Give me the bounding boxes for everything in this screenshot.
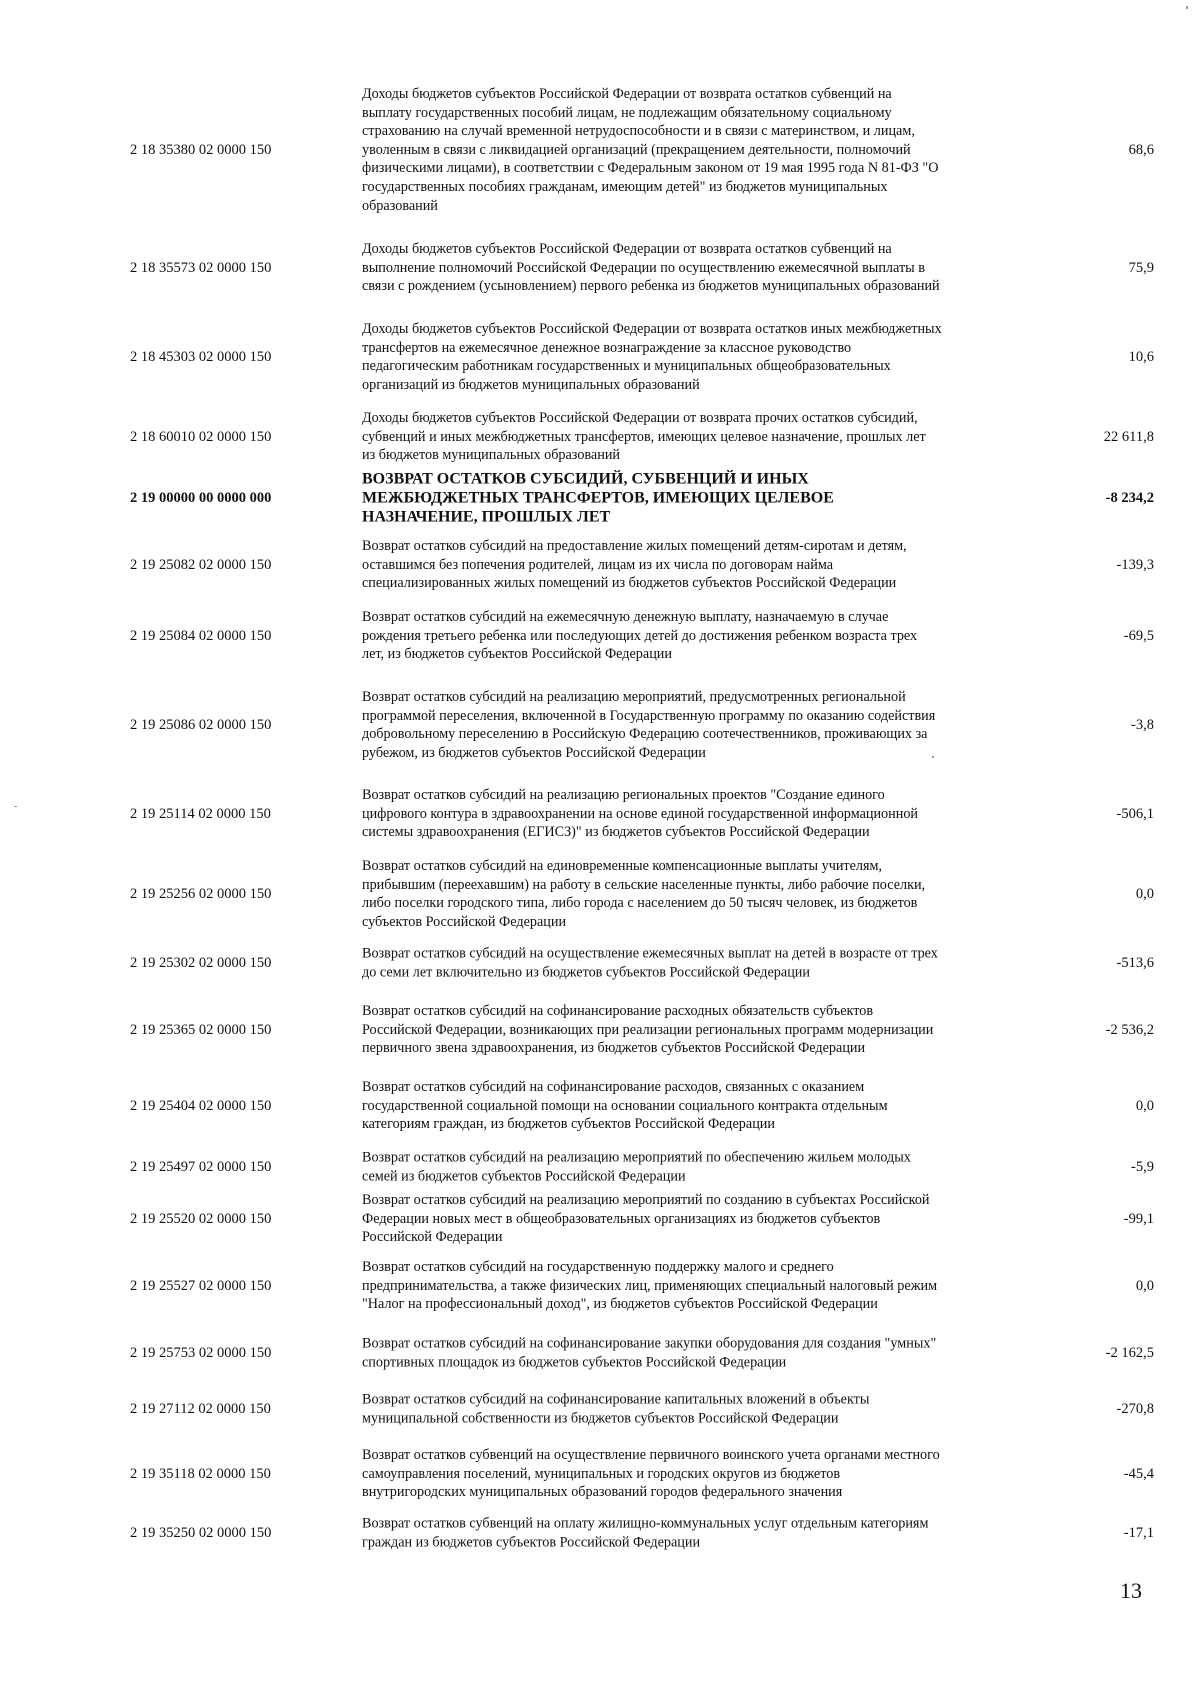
table-row xyxy=(0,1190,1200,1248)
row-amount: -69,5 xyxy=(1123,628,1154,644)
table-row xyxy=(0,408,1200,466)
row-description: Доходы бюджетов субъектов Российской Федерации от возврата прочих остатков субсидий, субвенций и иных межбюджетных трансфертов, имеющих целевое назначение, прошлых лет из бюджетов муниципальных образований xyxy=(362,410,926,464)
table-row xyxy=(0,310,1200,404)
row-amount: -139,3 xyxy=(1116,557,1154,573)
row-amount: 75,9 xyxy=(1128,260,1154,276)
row-amount: -506,1 xyxy=(1116,806,1154,822)
budget-code: 2 19 25086 02 0000 150 xyxy=(130,717,272,733)
row-description: Возврат остатков субсидий на ежемесячную денежную выплату, назначаемую в случае рождения третьего ребенка или последующих детей до достижения ребенком возраста трех лет, из бюджетов субъектов Российской Федерации xyxy=(362,609,918,663)
table-row xyxy=(0,230,1200,306)
table-row xyxy=(0,776,1200,852)
row-description: Возврат остатков субсидий на софинансирование расходов, связанных с оказанием государственной социальной помощи на основании социального контракта отдельным категориям граждан, из бюджетов субъектов Российской Федерации xyxy=(362,1079,888,1133)
row-amount: -513,6 xyxy=(1116,955,1154,971)
budget-code: 2 19 25527 02 0000 150 xyxy=(130,1278,272,1294)
row-description: Возврат остатков субсидий на реализацию региональных проектов "Создание единого цифрового контура в здравоохранении на основе единой государственной информационной системы здравоохранения (ЕГИСЗ)" из бюджетов субъектов Российской Федерации xyxy=(362,787,919,841)
page-number: 13 xyxy=(1120,1578,1142,1603)
row-description: Возврат остатков субсидий на софинансирование закупки оборудования для создания "умных" спортивных площадок из бюджетов субъектов Российской Федерации xyxy=(362,1335,937,1370)
row-description: Доходы бюджетов субъектов Российской Федерации от возврата остатков субвенций на выполнение полномочий Российской Федерации по осуществлению ежемесячной выплаты в связи с рождением (усыновлением) первого ребенка из бюджетов муниципальных образований xyxy=(362,241,940,295)
row-amount: 0,0 xyxy=(1135,1278,1154,1294)
table-row xyxy=(0,1324,1200,1382)
table-row xyxy=(0,606,1200,666)
row-amount: -45,4 xyxy=(1123,1466,1154,1482)
row-description: Возврат остатков субсидий на реализацию мероприятий по обеспечению жильем молодых семей из бюджетов субъектов Российской Федерации xyxy=(362,1149,911,1184)
table-row xyxy=(0,1068,1200,1144)
row-description: Возврат остатков субсидий на реализацию мероприятий по созданию в субъектах Российской Федерации новых мест в общеобразовательных организациях из бюджетов субъектов Российской Федерации xyxy=(362,1192,930,1246)
row-description: Возврат остатков субсидий на софинансирование расходных обязательств субъектов Российской Федерации, возникающих при реализации региональных программ модернизации первичного звена здравоохранения, из бюджетов субъектов Российской Федерации xyxy=(362,1003,934,1057)
budget-code: 2 19 25302 02 0000 150 xyxy=(130,955,272,971)
budget-code: 2 19 25084 02 0000 150 xyxy=(130,628,272,644)
row-amount: 10,6 xyxy=(1128,349,1154,365)
budget-code: 2 19 25114 02 0000 150 xyxy=(130,806,271,822)
budget-code: 2 19 25404 02 0000 150 xyxy=(130,1098,272,1114)
table-row xyxy=(0,856,1200,932)
row-description: Возврат остатков субвенций на оплату жилищно-коммунальных услуг отдельным категориям граждан из бюджетов субъектов Российской Федерации xyxy=(362,1515,929,1550)
table-row-section-header xyxy=(0,468,1200,528)
budget-code: 2 19 25497 02 0000 150 xyxy=(130,1159,272,1175)
budget-code: 2 19 25256 02 0000 150 xyxy=(130,886,272,902)
budget-code: 2 19 25082 02 0000 150 xyxy=(130,557,272,573)
table-row xyxy=(0,934,1200,992)
table-row xyxy=(0,1146,1200,1188)
row-amount: 68,6 xyxy=(1128,142,1154,158)
row-description: Доходы бюджетов субъектов Российской Федерации от возврата остатков субвенций на выплату государственных пособий лицам, не подлежащим обязательному социальному страхованию на случай временной нетрудоспособности и в связи с материнством, и лицам, уволенным в связи с ликвидацией организаций (прекращением деятельности, полномочий физическими лицами), в соответствии с Федеральным законом от 19 мая 1995 года N 81-ФЗ "О государственных пособиях гражданам, имеющим детей" из бюджетов муниципальных образований xyxy=(362,85,939,214)
budget-code: 2 19 35118 02 0000 150 xyxy=(130,1466,271,1482)
section-title: ВОЗВРАТ ОСТАТКОВ СУБСИДИЙ, СУБВЕНЦИЙ И ИНЫХ МЕЖБЮДЖЕТНЫХ ТРАНСФЕРТОВ, ИМЕЮЩИХ ЦЕЛЕВОЕ НАЗНАЧЕНИЕ, ПРОШЛЫХ ЛЕТ xyxy=(362,470,834,526)
table-row xyxy=(0,528,1200,602)
table-row xyxy=(0,678,1200,772)
row-amount: 0,0 xyxy=(1135,1098,1154,1114)
table-row xyxy=(0,1512,1200,1554)
budget-code: 2 19 35250 02 0000 150 xyxy=(130,1525,272,1541)
row-description: Возврат остатков субсидий на государственную поддержку малого и среднего предпринимательства, а также физических лиц, применяющих специальный налоговый режим "Налог на профессиональный доход", из бюджетов субъектов Российской Федерации xyxy=(362,1259,938,1313)
row-description: Возврат остатков субсидий на предоставление жилых помещений детям-сиротам и детям, оставшимся без попечения родителей, лицам из их числа по договорам найма специализированных жилых помещений из бюджетов субъектов Российской Федерации xyxy=(362,538,907,592)
scan-mark xyxy=(932,756,934,758)
row-amount: -2 162,5 xyxy=(1105,1345,1154,1361)
budget-code: 2 18 45303 02 0000 150 xyxy=(130,349,272,365)
row-description: Возврат остатков субсидий на единовременные компенсационные выплаты учителям, прибывшим (переехавшим) на работу в сельские населенные пункты, либо рабочие поселки, либо поселки городского типа, либо города с населением до 50 тысяч человек, из бюджетов субъектов Российской Федерации xyxy=(362,857,926,930)
budget-code: 2 18 60010 02 0000 150 xyxy=(130,429,272,445)
row-amount: 22 611,8 xyxy=(1103,429,1154,445)
row-amount: -270,8 xyxy=(1116,1401,1154,1417)
budget-code: 2 18 35573 02 0000 150 xyxy=(130,260,272,276)
budget-code: 2 19 00000 00 0000 000 xyxy=(130,490,272,506)
row-amount: -2 536,2 xyxy=(1105,1022,1154,1038)
table-row xyxy=(0,1380,1200,1438)
row-description: Доходы бюджетов субъектов Российской Федерации от возврата остатков иных межбюджетных трансфертов на ежемесячное денежное вознаграждение за классное руководство педагогическим работникам государственных и муниципальных общеобразовательных организаций из бюджетов муниципальных образований xyxy=(362,320,942,393)
row-description: Возврат остатков субсидий на осуществление ежемесячных выплат на детей в возрасте от трех до семи лет включительно из бюджетов субъектов Российской Федерации xyxy=(362,945,938,980)
row-amount: -3,8 xyxy=(1131,717,1154,733)
table-row xyxy=(0,76,1200,224)
row-amount: -17,1 xyxy=(1123,1525,1154,1541)
row-amount: -5,9 xyxy=(1131,1159,1154,1175)
scan-mark xyxy=(1186,6,1188,9)
row-amount: -99,1 xyxy=(1123,1211,1154,1227)
row-description: Возврат остатков субсидий на софинансирование капитальных вложений в объекты муниципальной собственности из бюджетов субъектов Российской Федерации xyxy=(362,1391,870,1426)
budget-code: 2 19 25365 02 0000 150 xyxy=(130,1022,272,1038)
table-row xyxy=(0,1248,1200,1324)
scan-mark xyxy=(14,806,17,807)
budget-code: 2 19 25520 02 0000 150 xyxy=(130,1211,272,1227)
budget-code: 2 18 35380 02 0000 150 xyxy=(130,142,272,158)
table-row xyxy=(0,992,1200,1068)
row-description: Возврат остатков субсидий на реализацию мероприятий, предусмотренных региональной программой переселения, включенной в Государственную программу по оказанию содействия добровольному переселению в Российскую Федерацию соотечественников, проживающих за рубежом, из бюджетов субъектов Российской Федерации xyxy=(362,688,936,761)
row-amount: -8 234,2 xyxy=(1105,490,1154,506)
budget-code: 2 19 27112 02 0000 150 xyxy=(130,1401,271,1417)
budget-code: 2 19 25753 02 0000 150 xyxy=(130,1345,272,1361)
table-row xyxy=(0,1436,1200,1512)
row-amount: 0,0 xyxy=(1135,886,1154,902)
row-description: Возврат остатков субвенций на осуществление первичного воинского учета органами местного самоуправления поселений, муниципальных и городских округов из бюджетов внутригородских муниципальных образований городов федерального значения xyxy=(362,1447,940,1501)
